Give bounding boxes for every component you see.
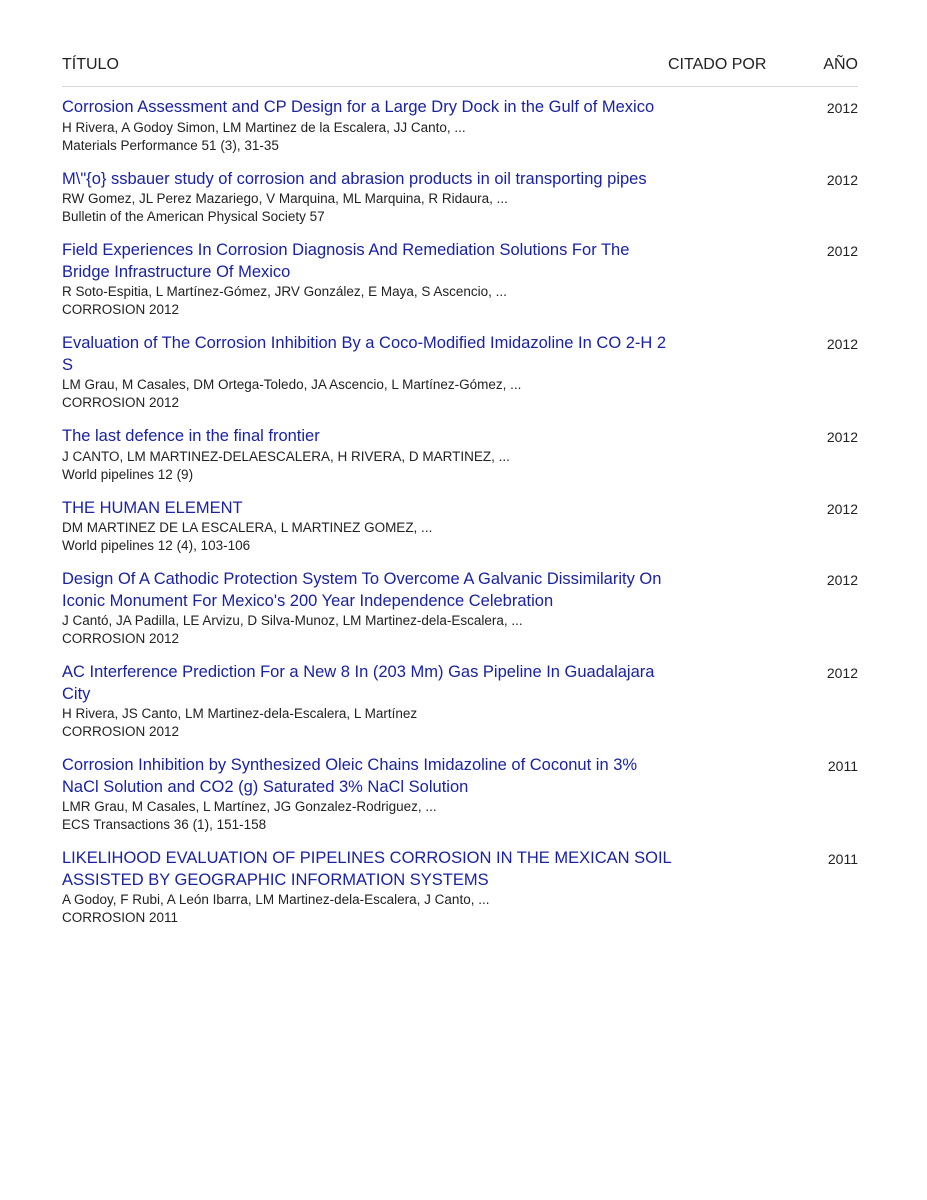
publication-authors: DM MARTINEZ DE LA ESCALERA, L MARTINEZ GOMEZ, ...	[62, 520, 433, 535]
publication-authors: J CANTO, LM MARTINEZ-DELAESCALERA, H RIVERA, D MARTINEZ, ...	[62, 448, 510, 464]
publication-year: 2011	[827, 758, 858, 774]
publication-title-link[interactable]: Field Experiences In Corrosion Diagnosis And Remediation Solutions For The Bridge Infrastructure Of Mexico	[62, 241, 630, 281]
publication-row	[62, 333, 858, 412]
publication-row	[62, 498, 858, 556]
publication-authors: H Rivera, A Godoy Simon, LM Martinez de la Escalera, JJ Canto, ...	[62, 119, 466, 135]
publication-venue: CORROSION 2012	[62, 302, 180, 317]
publication-year: 2012	[826, 665, 858, 681]
publication-row	[62, 240, 858, 319]
publication-year: 2012	[826, 429, 858, 445]
publication-authors: R Soto-Espitia, L Martínez-Gómez, JRV González, E Maya, S Ascencio, ...	[62, 284, 507, 299]
publication-title-link[interactable]: THE HUMAN ELEMENT	[62, 498, 243, 517]
publication-title-link[interactable]: Corrosion Assessment and CP Design for a Large Dry Dock in the Gulf of Mexico	[62, 98, 655, 116]
publication-year: 2012	[826, 572, 858, 588]
publication-list	[62, 97, 858, 927]
publication-title-link[interactable]: AC Interference Prediction For a New 8 In (203 Mm) Gas Pipeline In Guadalajara City	[62, 663, 655, 703]
publication-authors: LM Grau, M Casales, DM Ortega-Toledo, JA Ascencio, L Martínez-Gómez, ...	[62, 377, 522, 392]
publication-title-link[interactable]: Evaluation of The Corrosion Inhibition By a Coco-Modified Imidazoline In CO 2-H 2 S	[62, 334, 667, 374]
publication-venue: CORROSION 2012	[62, 724, 180, 739]
publication-authors: H Rivera, JS Canto, LM Martinez-dela-Escalera, L Martínez	[62, 706, 418, 721]
publication-row	[62, 755, 858, 834]
publication-venue: CORROSION 2012	[62, 631, 180, 646]
publication-venue: World pipelines 12 (4), 103-106	[62, 538, 251, 553]
publication-title-link[interactable]: Corrosion Inhibition by Synthesized Oleic Chains Imidazoline of Coconut in 3% NaCl Solution and CO2 (g) Saturated 3% NaCl Solution	[62, 756, 638, 796]
column-header-title[interactable]: TÍTULO	[62, 56, 119, 73]
publication-year: 2011	[827, 851, 858, 867]
column-header-cited-by[interactable]: CITADO POR	[668, 56, 767, 73]
publication-year: 2012	[826, 500, 858, 517]
publication-title-link[interactable]: The last defence in the final frontier	[62, 427, 320, 445]
publication-year: 2012	[826, 100, 858, 116]
publication-title-link[interactable]: LIKELIHOOD EVALUATION OF PIPELINES CORROSION IN THE MEXICAN SOIL ASSISTED BY GEOGRAPHIC INFORMATION SYSTEMS	[62, 849, 672, 889]
publication-year: 2012	[826, 336, 858, 352]
publication-authors: A Godoy, F Rubi, A León Ibarra, LM Martinez-dela-Escalera, J Canto, ...	[62, 892, 490, 907]
publication-row	[62, 848, 858, 927]
publication-row	[62, 97, 858, 155]
publication-venue: CORROSION 2011	[62, 910, 179, 925]
publication-venue: Bulletin of the American Physical Society 57	[62, 209, 325, 224]
publication-venue: Materials Performance 51 (3), 31-35	[62, 137, 279, 153]
publication-year: 2012	[826, 171, 858, 188]
publication-row	[62, 662, 858, 741]
publication-venue: World pipelines 12 (9)	[62, 466, 194, 482]
publication-year: 2012	[826, 243, 858, 259]
publication-venue: ECS Transactions 36 (1), 151-158	[62, 817, 267, 832]
publication-row	[62, 169, 858, 227]
publication-authors: RW Gomez, JL Perez Mazariego, V Marquina, ML Marquina, R Ridaura, ...	[62, 191, 508, 206]
publication-title-link[interactable]: Design Of A Cathodic Protection System To Overcome A Galvanic Dissimilarity On Iconic Monument For Mexico's 200 Year Independence Celebration	[62, 570, 662, 610]
publication-authors: J Cantó, JA Padilla, LE Arvizu, D Silva-Munoz, LM Martinez-dela-Escalera, ...	[62, 613, 523, 628]
publication-venue: CORROSION 2012	[62, 395, 180, 410]
column-header-year[interactable]: AÑO	[823, 56, 858, 73]
publication-row	[62, 426, 858, 484]
publication-title-link[interactable]: M\"{o} ssbauer study of corrosion and abrasion products in oil transporting pipes	[62, 169, 647, 188]
publication-row	[62, 569, 858, 648]
publications-page	[62, 0, 858, 941]
publication-authors: LMR Grau, M Casales, L Martínez, JG Gonzalez-Rodriguez, ...	[62, 799, 437, 814]
table-header	[62, 0, 858, 87]
